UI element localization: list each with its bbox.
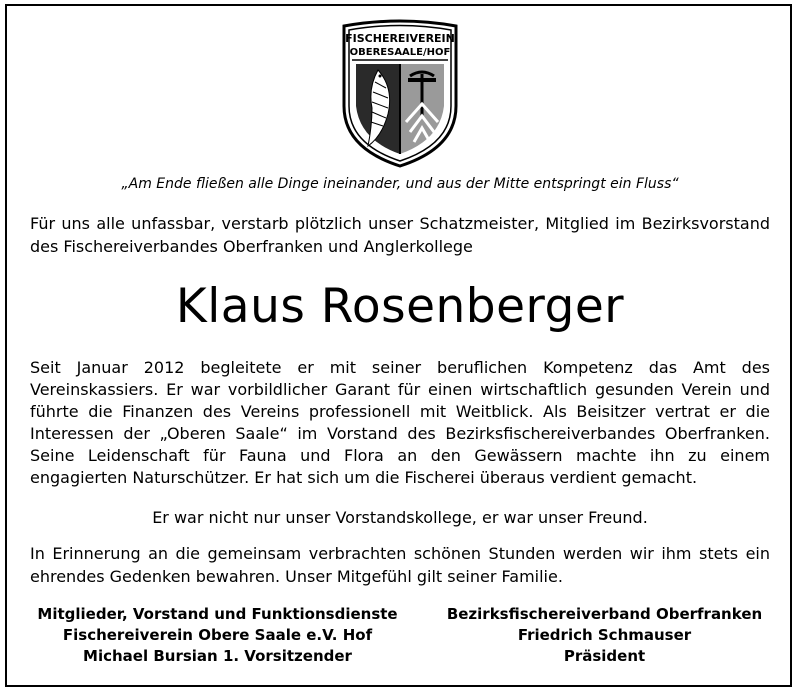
signature-block-left xyxy=(25,604,410,667)
deceased-name: Klaus Rosenberger xyxy=(175,279,625,334)
signature-right-line: Präsident xyxy=(563,647,646,665)
crest-icon xyxy=(338,18,462,170)
club-crest-logo xyxy=(338,18,462,170)
signature-right-line: Bezirksfischereiverband Oberfranken xyxy=(446,605,763,623)
biography-text: Seit Januar 2012 begleitete er mit seiner beruflichen Kompetenz das Amt des Vereinskassiers. Er war vorbildlicher Garant für einen wirtschaftlich gesunden Verein und führte die Finanzen des Vereins professionell mit Weitblick. Als Beisitzer vertrat er die Interessen der „Oberen Saale“ im Vorstand des Bezirksfischereiverbandes Oberfranken. Seine Leidenschaft für Fauna und Flora an den Gewässern machte ihn zu einem engagierten Naturschützer. Er hat sich um die Fischerei überaus verdient gemacht. xyxy=(30,358,770,487)
signature-right-line: Friedrich Schmauser xyxy=(517,626,692,644)
memorial-quote: „Am Ende fließen alle Dinge ineinander, und aus der Mitte entspringt ein Fluss“ xyxy=(121,176,679,192)
friend-text: Er war nicht nur unser Vorstandskollege, er war unser Freund. xyxy=(152,508,648,527)
intro-text: Für uns alle unfassbar, verstarb plötzlich unser Schatzmeister, Mitglied im Bezirksvorstand des Fischereiverbandes Oberfranken und Anglerkollege xyxy=(30,214,770,256)
signature-left-line: Mitglieder, Vorstand und Funktionsdienste xyxy=(37,605,398,623)
remembrance-text: In Erinnerung an die gemeinsam verbrachten schönen Stunden werden wir ihm stets ein ehrendes Gedenken bewahren. Unser Mitgefühl gilt seiner Familie. xyxy=(30,544,770,586)
crest-text-line1: FISCHEREIVEREIN xyxy=(345,32,455,45)
crest-text-line2: OBERESAALE/HOF xyxy=(349,47,451,58)
signature-left-line: Fischereiverein Obere Saale e.V. Hof xyxy=(62,626,373,644)
signature-left-line: Michael Bursian 1. Vorsitzender xyxy=(83,647,352,665)
signature-block-right xyxy=(412,604,797,667)
